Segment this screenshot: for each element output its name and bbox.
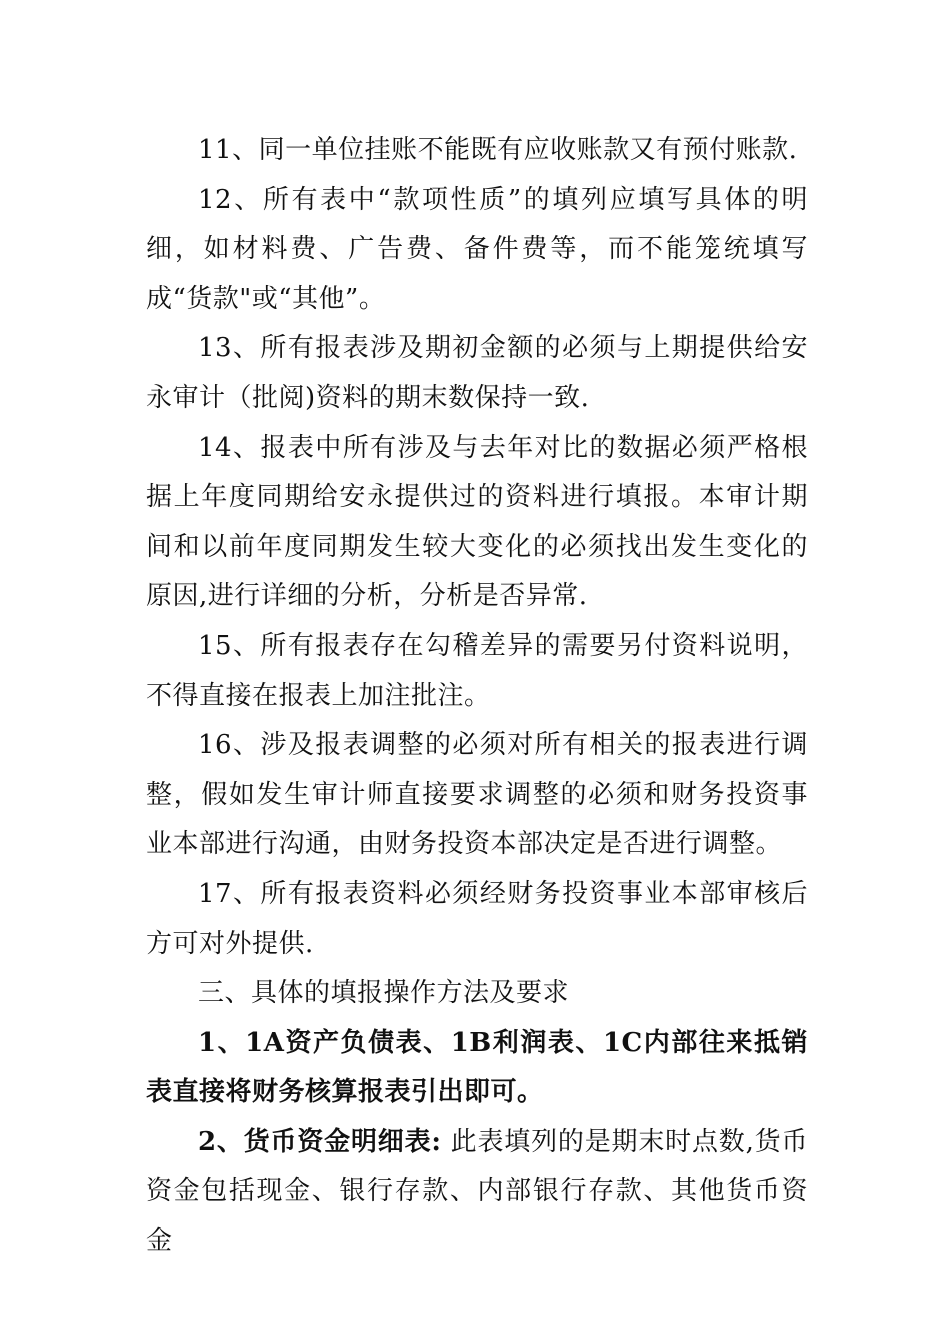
paragraph-12: 12、所有表中“款项性质”的填列应填写具体的明细，如材料费、广告费、备件费等，而不能笼统填写成“货款"或“其他”。 bbox=[146, 184, 808, 314]
item-1-balance-sheet: 1、1A资产负债表、1B利润表、1C内部往来抵销表直接将财务核算报表引出即可。 bbox=[146, 1027, 808, 1108]
paragraph-14: 14、报表中所有涉及与去年对比的数据必须严格根据上年度同期给安永提供过的资料进行填报。本审计期间和以前年度同期发生较大变化的必须找出发生变化的原因,进行详细的分析，分析是否异常. bbox=[146, 432, 808, 612]
document-body bbox=[146, 126, 808, 1267]
paragraph-13: 13、所有报表涉及期初金额的必须与上期提供给安永审计（批阅)资料的期末数保持一致. bbox=[146, 333, 808, 413]
paragraph-11: 11、同一单位挂账不能既有应收账款又有预付账款. bbox=[198, 135, 798, 165]
paragraph-15: 15、所有报表存在勾稽差异的需要另付资料说明，不得直接在报表上加注批注。 bbox=[146, 630, 808, 711]
section-heading: 三、具体的填报操作方法及要求 bbox=[198, 978, 570, 1009]
paragraph-17: 17、所有报表资料必须经财务投资事业本部审核后方可对外提供. bbox=[146, 878, 808, 959]
item-2-text: 此表填列的是期末时点数,货币资金包括现金、银行存款、内部银行存款、其他货币资金 bbox=[146, 1126, 808, 1257]
paragraph-16: 16、涉及报表调整的必须对所有相关的报表进行调整，假如发生审计师直接要求调整的必须和财务投资事业本部进行沟通，由财务投资本部决定是否进行调整。 bbox=[146, 730, 808, 860]
item-2-label: 2、货币资金明细表: bbox=[198, 1126, 442, 1157]
item-2-cash-detail bbox=[146, 1118, 808, 1267]
